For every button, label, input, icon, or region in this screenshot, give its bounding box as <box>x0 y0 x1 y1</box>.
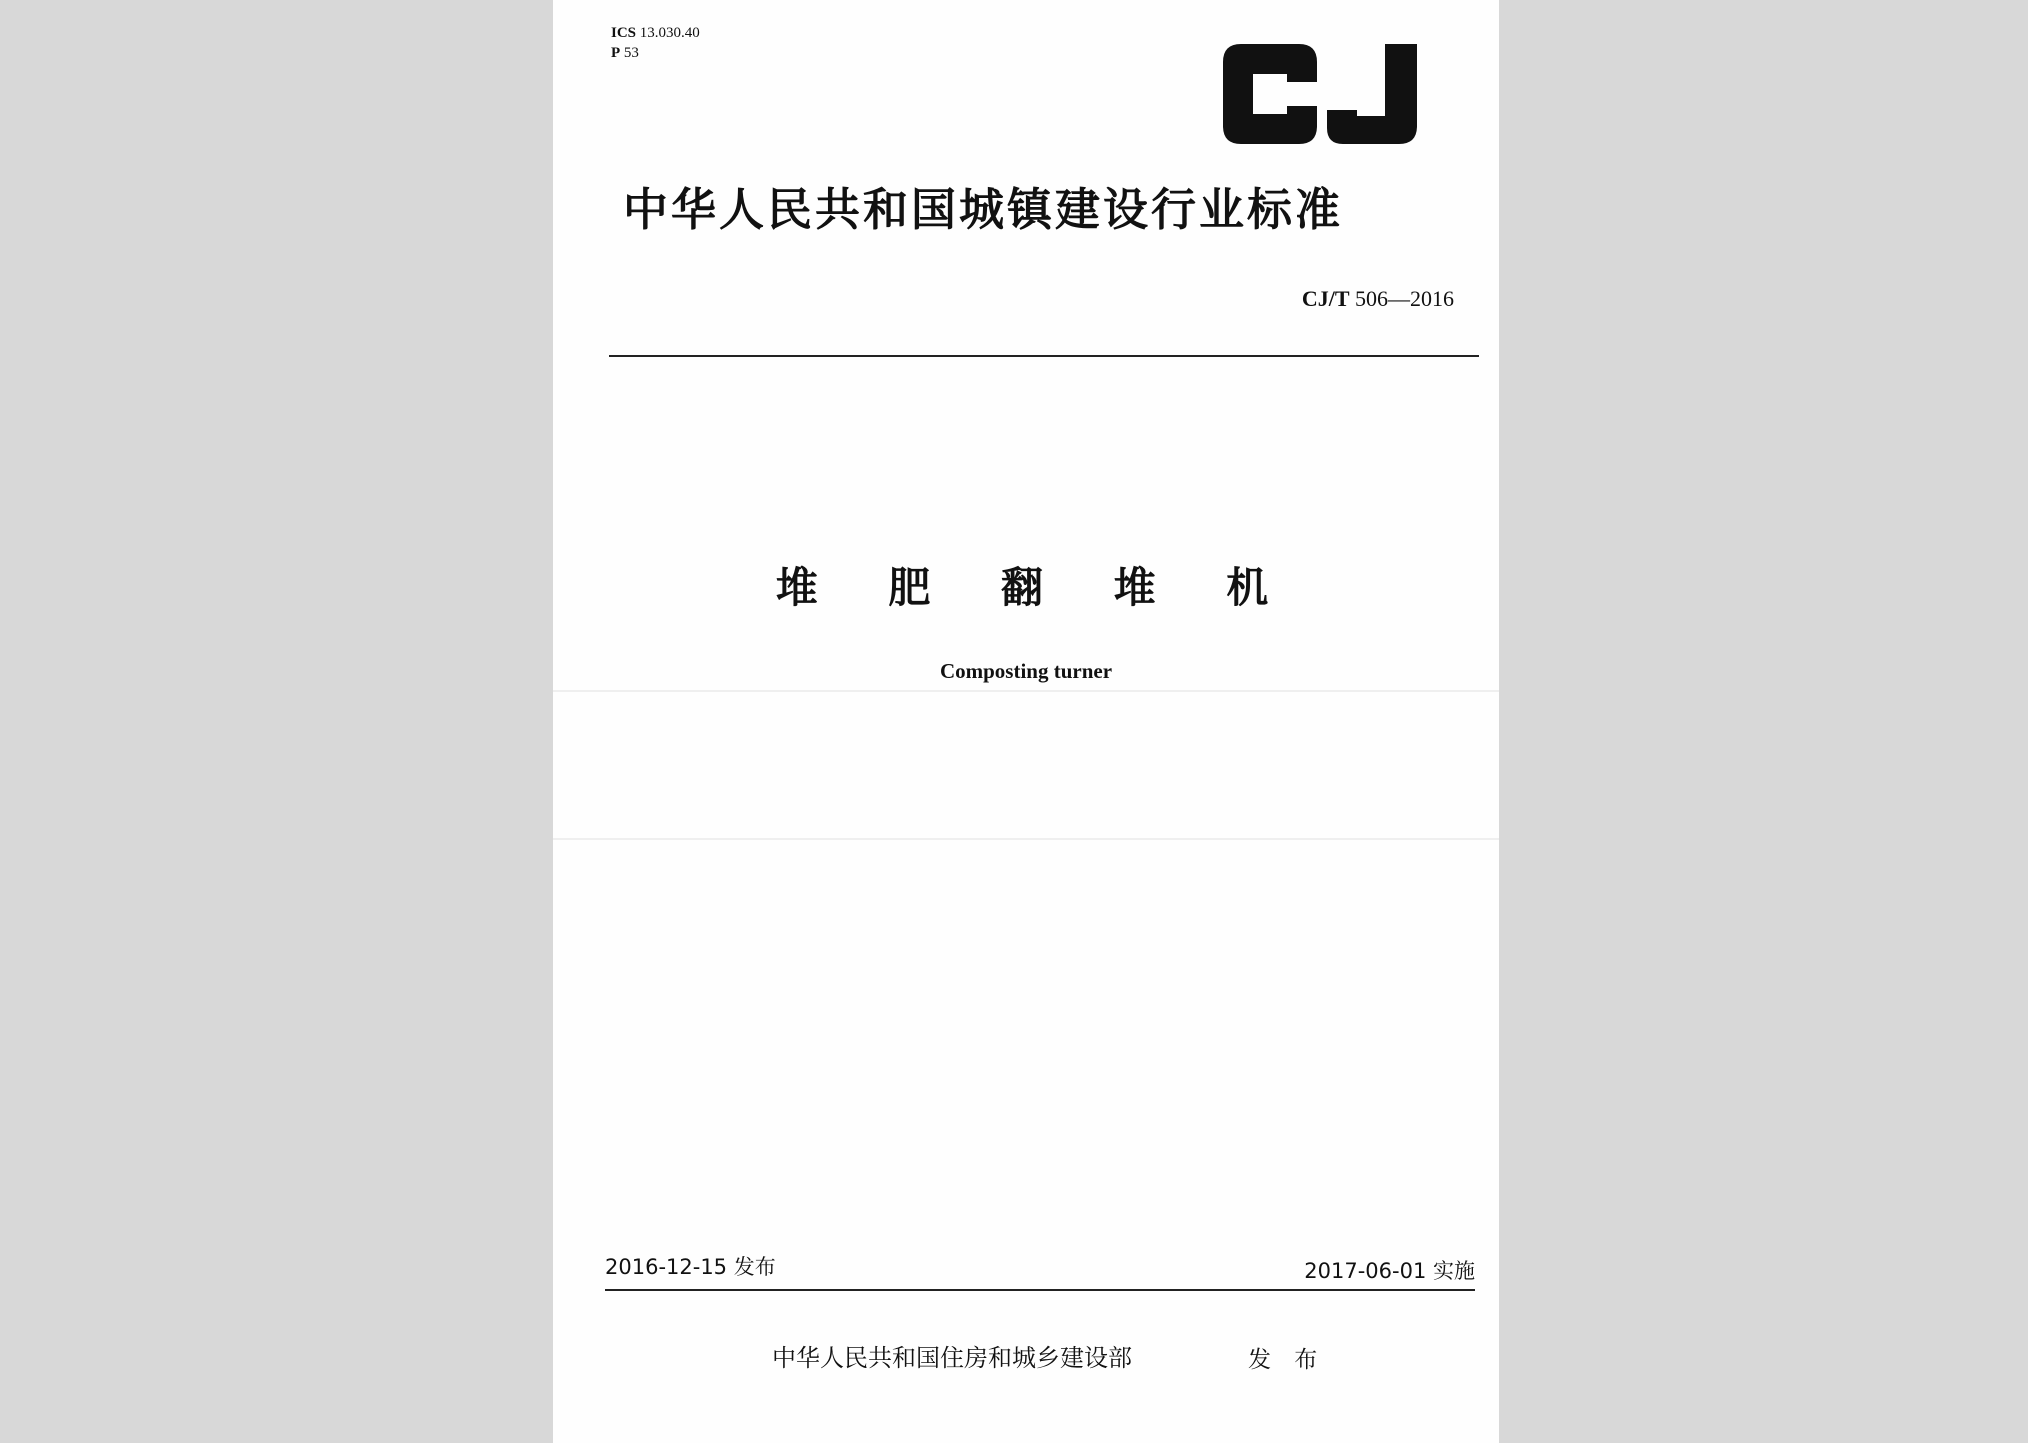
ics-label: ICS <box>611 25 637 41</box>
ccs-classification <box>611 44 639 62</box>
issuing-category-title: 中华人民共和国城镇建设行业标准 <box>623 183 1344 236</box>
ics-value: 13.030.40 <box>639 25 700 41</box>
effective-date-line <box>1304 1256 1475 1286</box>
ccs-label: P <box>611 45 621 61</box>
standard-cover-page <box>553 0 1499 1443</box>
effective-date: 2017-06-01 <box>1304 1259 1427 1283</box>
issue-date: 2016-12-15 <box>605 1255 728 1279</box>
standard-number-prefix: CJ/T <box>1301 286 1350 311</box>
document-title-english: Composting turner <box>939 659 1113 683</box>
document-title-chinese: 堆 肥 翻 堆 机 <box>775 563 1297 612</box>
effective-label: 实施 <box>1433 1259 1475 1283</box>
scan-artifact-band <box>553 690 1499 692</box>
cj-logo-c <box>1223 44 1317 144</box>
publisher-name: 中华人民共和国住房和城乡建设部 <box>772 1344 1132 1372</box>
scan-artifact-band <box>553 838 1499 840</box>
standard-number-value: 506—2016 <box>1355 286 1454 311</box>
ics-classification <box>611 24 700 42</box>
issue-label: 发布 <box>733 1255 776 1279</box>
cj-logo-j <box>1327 44 1417 144</box>
publish-action: 发 布 <box>1248 1347 1326 1373</box>
header-divider <box>609 355 1479 357</box>
ccs-value: 53 <box>623 45 639 61</box>
footer-divider <box>605 1289 1475 1291</box>
standard-number <box>1302 285 1454 313</box>
issue-date-line <box>605 1252 776 1282</box>
cj-logo <box>1215 40 1425 150</box>
